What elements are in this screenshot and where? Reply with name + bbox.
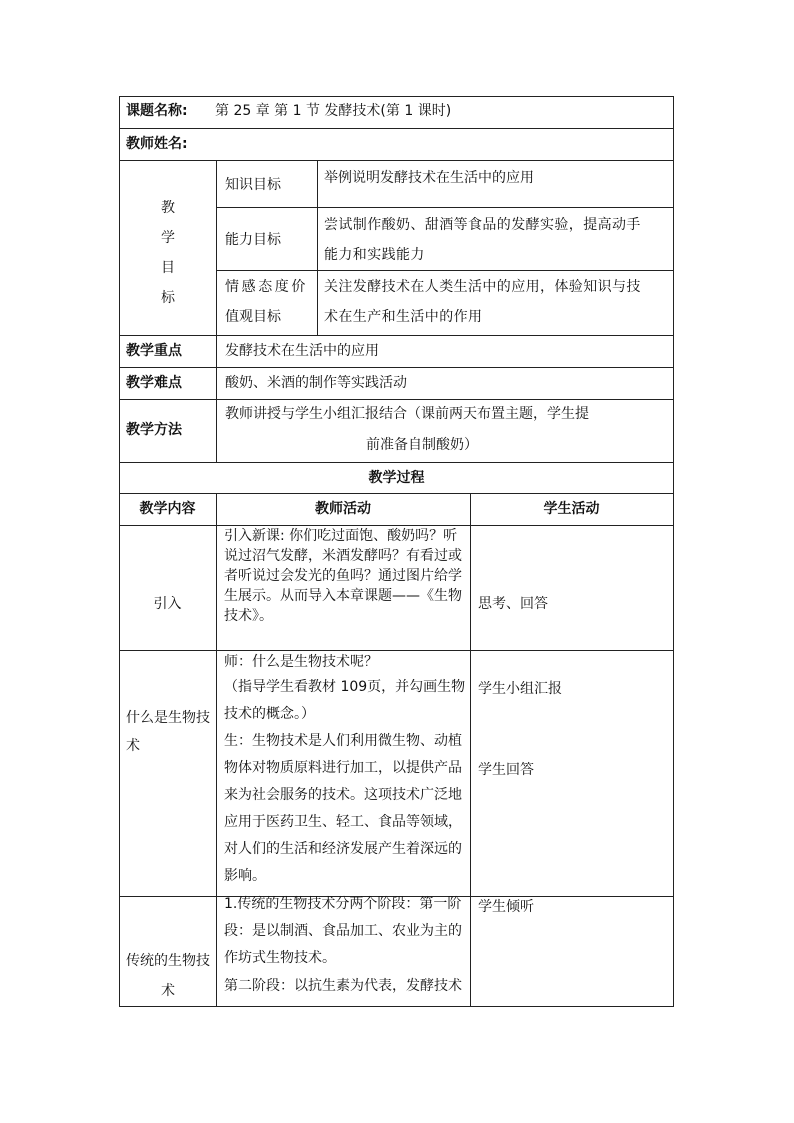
goals-side-label: [120, 193, 216, 313]
goals-side-char: 教: [161, 200, 175, 216]
difficulty-label: 教学难点: [126, 375, 182, 391]
row-divider: [119, 160, 674, 161]
key-point-label: 教学重点: [126, 343, 182, 359]
row-content-intro: 引入: [153, 596, 182, 612]
goals-side-char: 标: [161, 290, 175, 306]
teacher-line: 1.传统的生物技术分两个阶段：第一阶段：是以制酒、食品加工、农业为主的作坊式生物技术。: [224, 896, 462, 966]
knowledge-goal-text: 举例说明发酵技术在生活中的应用: [324, 170, 534, 186]
ability-goal-label: 能力目标: [225, 232, 281, 248]
column-header-student: 学生活动: [543, 501, 600, 517]
teacher-line: 第二阶段：以抗生素为代表，发酵技术: [224, 978, 462, 994]
row-divider: [119, 650, 674, 651]
row-student-intro: 思考、回答: [478, 596, 548, 612]
key-point-text: 发酵技术在生活中的应用: [225, 343, 379, 359]
emotion-goal-text: 关注发酵技术在人类生活中的应用，体验知识与技术在生产和生活中的作用: [324, 279, 641, 325]
ability-goal-text: 尝试制作酸奶、甜酒等食品的发酵实验，提高动手能力和实践能力: [324, 217, 641, 263]
process-title: 教学过程: [368, 470, 425, 486]
row-divider: [119, 367, 674, 368]
row-content-what-is-biotech: 什么是生物技术: [126, 710, 210, 754]
table-border-top: [119, 96, 674, 97]
table-border-bottom: [119, 1006, 674, 1007]
teacher-line: 师：什么是生物技术呢？: [224, 654, 378, 670]
teacher-line: （指导学生看教材 109页，并勾画生物技术的概念。）: [224, 679, 466, 722]
teacher-line: 生：生物技术是人们利用微生物、动植物体对物质原料进行加工，以提供产品来为社会服务的技术。这项技术广泛地应用于医药卫生、轻工、食品等领域，对人们的生活和经济发展产生着深远的影响。: [224, 733, 462, 884]
knowledge-goal-label: 知识目标: [225, 177, 281, 193]
emotion-goal-label-line2: 值观目标: [225, 309, 281, 325]
column-header-content: 教学内容: [139, 501, 196, 517]
row-divider: [119, 493, 674, 494]
column-divider: [216, 493, 217, 1007]
topic-label: 课题名称:: [126, 103, 188, 119]
goals-side-char: 目: [161, 260, 175, 276]
row-student-traditional: 学生倾听: [478, 899, 534, 915]
emotion-goal-label-line1: 情感态度价: [225, 279, 308, 295]
method-line2: 前准备自制酸奶）: [366, 437, 478, 453]
method-label: 教学方法: [126, 422, 182, 438]
goals-side-char: 学: [161, 230, 175, 246]
column-header-teacher: 教师活动: [315, 501, 371, 517]
row-divider: [119, 399, 674, 400]
emotion-goal-label: [225, 272, 320, 332]
row-divider: [119, 462, 674, 463]
row-divider: [119, 335, 674, 336]
table-border-right: [673, 96, 674, 1007]
row-divider: [119, 128, 674, 129]
topic-value: 第 25 章 第 1 节 发酵技术(第 1 课时): [215, 103, 452, 119]
row-teacher-intro: 引入新课: 你们吃过面饱、酸奶吗？听说过沼气发酵，米酒发酵吗？有看过或者听说过会发光的鱼吗？通过图片给学生展示。从而导入本章课题——《生物技术》。: [224, 528, 462, 624]
method-line1: 教师讲授与学生小组汇报结合（课前两天布置主题，学生提: [225, 406, 589, 422]
difficulty-text: 酸奶、米酒的制作等实践活动: [225, 375, 407, 391]
teacher-name-label: 教师姓名:: [126, 136, 188, 152]
row-divider: [216, 270, 674, 271]
row-divider: [216, 207, 674, 208]
column-divider: [470, 493, 471, 1007]
column-divider: [216, 160, 217, 462]
row-student-what-is-biotech: 学生小组汇报: [478, 681, 562, 697]
row-content-traditional: 传统的生物技术: [126, 953, 210, 999]
row-student-what-is-biotech: 学生回答: [478, 762, 534, 778]
